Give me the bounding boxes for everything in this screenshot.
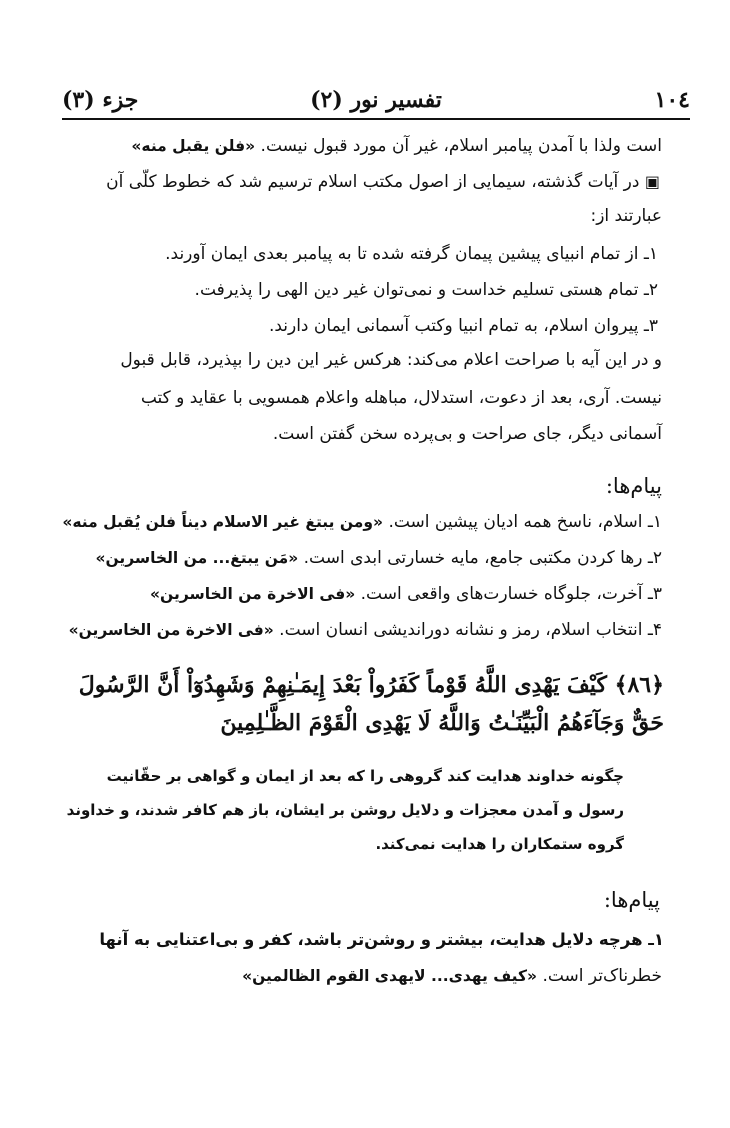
paragraph-line bbox=[131, 136, 662, 156]
message-item bbox=[95, 548, 662, 568]
quran-quote: «فی الاخرة من الخاسرین» bbox=[68, 621, 274, 639]
list-item-text: ۳ـ پیروان اسلام، به تمام انبیا وکتب آسمانی ایمان دارند. bbox=[268, 316, 658, 336]
header-title: تفسیر نور (٢) bbox=[310, 87, 442, 113]
paragraph-text: آسمانی دیگر، جای صراحت و بی‌پرده سخن گفتن است. bbox=[272, 424, 662, 444]
paragraph-line bbox=[106, 172, 660, 192]
list-item bbox=[269, 316, 658, 336]
header-part: جزء (٣) bbox=[62, 87, 139, 113]
quran-quote: «فلن یقبل منه» bbox=[131, 137, 256, 155]
message-text: ۲ـ رها کردن مکتبی جامع، مایه خسارتی ابدی است. bbox=[303, 548, 662, 568]
quran-quote: «ومن یبتغ غیر الاسلام دیناً فلن یُقبل منه» bbox=[62, 513, 384, 531]
quran-quote: «فی الاخرة من الخاسرین» bbox=[150, 585, 356, 603]
messages-heading: پیام‌ها: bbox=[605, 474, 662, 498]
ayah-line: حَقٌّ وَجَآءَهُمُ الْبَیِّنَـٰتُ وَاللَّهُ لَا یَهْدِی الْقَوْمَ الظَّـٰلِمِینَ bbox=[220, 710, 664, 736]
paragraph-text: عبارتند از: bbox=[590, 206, 662, 226]
translation-line: چگونه خداوند هدایت کند گروهی را که بعد از ایمان و گواهی بر حقّانیت bbox=[106, 767, 624, 785]
message-item bbox=[242, 966, 662, 986]
running-header bbox=[62, 86, 690, 116]
message-item bbox=[99, 930, 664, 950]
message-text: ۳ـ آخرت، جلوگاه خسارت‌های واقعی است. bbox=[360, 584, 662, 604]
paragraph-text: است ولذا با آمدن پیامبر اسلام، غیر آن مورد قبول نیست. bbox=[260, 136, 662, 156]
paragraph-line bbox=[590, 206, 662, 226]
message-text: ۱ـ هرچه دلایل هدایت، بیشتر و روشن‌تر باشد، کفر و بی‌اعتنایی به آنها bbox=[99, 930, 664, 949]
header-rule bbox=[62, 118, 690, 120]
list-item bbox=[195, 280, 658, 300]
message-text: خطرناک‌تر است. bbox=[542, 966, 662, 986]
message-item bbox=[69, 620, 662, 640]
messages-heading: پیام‌ها: bbox=[603, 888, 660, 912]
translation-line: گروه ستمکاران را هدایت نمی‌کند. bbox=[375, 835, 624, 853]
quran-quote: «مَن یبتغ... من الخاسرین» bbox=[95, 549, 299, 567]
list-item bbox=[165, 244, 658, 264]
paragraph-line bbox=[120, 350, 662, 370]
quran-quote: «کیف یهدی... لایهدی القوم الظالمین» bbox=[242, 967, 538, 985]
ayah-line: ﴿٨٦﴾ کَیْفَ یَهْدِی اللَّهُ قَوْماً کَفَرُواْ بَعْدَ إِیمَـٰنِهِمْ وَشَهِدُوٓاْ أَنَّ الرَّسُولَ bbox=[78, 672, 664, 698]
message-item bbox=[62, 512, 662, 532]
list-item-text: ۲ـ تمام هستی تسلیم خداست و نمی‌توان غیر دین الهی را پذیرفت. bbox=[194, 280, 658, 300]
square-bullet-icon: ▣ bbox=[644, 172, 660, 191]
translation-line: رسول و آمدن معجزات و دلایل روشن بر ایشان، باز هم کافر شدند، و خداوند bbox=[66, 801, 624, 819]
message-text: ۱ـ اسلام، ناسخ همه ادیان پیشین است. bbox=[388, 512, 662, 532]
message-item bbox=[150, 584, 662, 604]
paragraph-text: در آیات گذشته، سیمایی از اصول مکتب اسلام ترسیم شد که خطوط کلّی آن bbox=[106, 172, 640, 192]
paragraph-text: و در این آیه با صراحت اعلام می‌کند: هرکس غیر این دین را بپذیرد، قابل قبول bbox=[120, 350, 662, 370]
list-item-text: ۱ـ از تمام انبیای پیشین پیمان گرفته شده تا به پیامبر بعدی ایمان آورند. bbox=[165, 244, 658, 264]
paragraph-line bbox=[141, 388, 662, 408]
page-number: ١٠٤ bbox=[654, 87, 690, 113]
paragraph-line bbox=[273, 424, 662, 444]
message-text: ۴ـ انتخاب اسلام، رمز و نشانه دوراندیشی انسان است. bbox=[279, 620, 662, 640]
paragraph-text: نیست. آری، بعد از دعوت، استدلال، مباهله واعلام همسویی با عقاید و کتب bbox=[140, 388, 662, 408]
